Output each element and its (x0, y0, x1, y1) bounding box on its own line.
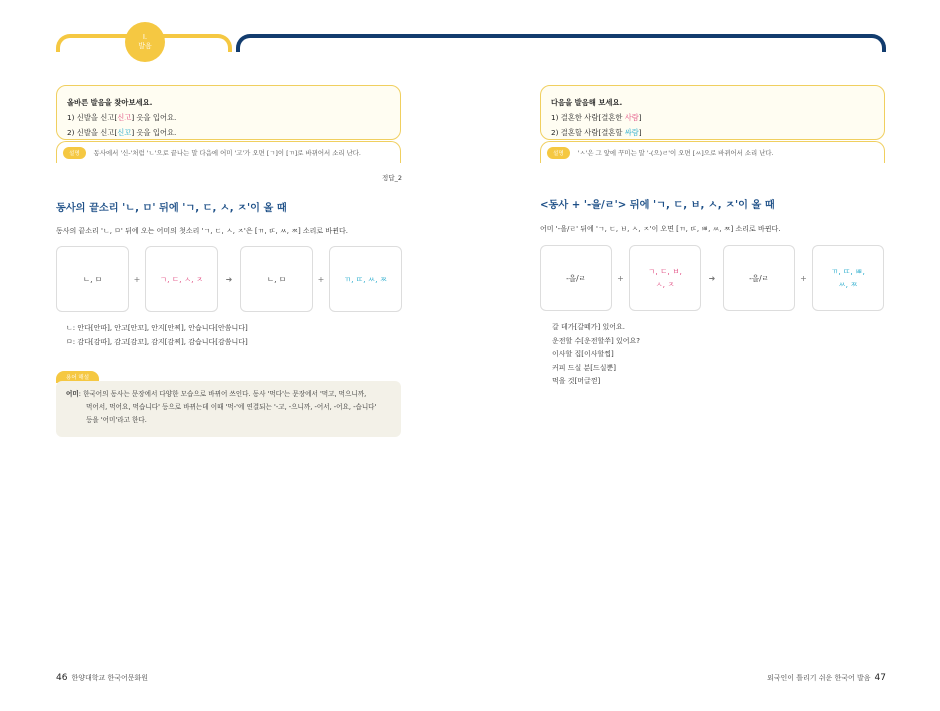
chapter-number: I. (142, 33, 148, 41)
left-section-title: 동사의 끝소리 'ㄴ, ㅁ' 뒤에 'ㄱ, ㄷ, ㅅ, ㅈ'이 올 때 (56, 203, 287, 214)
note-box (56, 381, 401, 437)
footer-right-text: 외국인이 틀리기 쉬운 한국어 발음 (766, 674, 871, 682)
footer-left (56, 673, 148, 683)
example-line: ㄴ: 안다[안따], 안고[안꼬], 안지[안찌], 안습니다[안씀니다] (66, 324, 248, 332)
example-line: 먹을 것[머글껃] (552, 377, 601, 385)
formula-box-tense-consonant: ㄲ, ㄸ, ㅃ, ㅆ, ㅉ (812, 245, 884, 311)
page-number-left: 46 (56, 673, 68, 683)
page-number-right: 47 (874, 673, 886, 683)
plus-icon: + (317, 274, 325, 284)
left-explain-box (56, 141, 401, 163)
right-quiz-line-1: 1) 결혼한 사람[결혼한 사람] (551, 113, 642, 122)
left-description: 동사의 끝소리 'ㄴ, ㅁ' 뒤에 오는 어미의 첫소리 'ㄱ, ㄷ, ㅅ, ㅈ'은 [ㄲ, ㄸ, ㅆ, ㅉ] 소리로 바뀐다. (56, 227, 348, 235)
plus-icon: + (800, 273, 807, 283)
left-explain-text: 동사에서 '신-'처럼 'ㄴ'으로 끝나는 말 다음에 어미 '고'가 오면 [ㄱ]이 [ㄲ]로 바뀌어서 소리 난다. (93, 149, 361, 157)
note-tag: 용어 해설 (56, 371, 99, 383)
formula-box-initial-consonant: ㄱ, ㄷ, ㅅ, ㅈ (145, 246, 218, 312)
formula-box-ending-result: -을/ㄹ (723, 245, 795, 311)
footer-right (767, 673, 886, 683)
arrow-right-icon: ➜ (708, 273, 716, 283)
note-line-1: 어미: 한국어의 동사는 문장에서 다양한 모습으로 바뀌어 쓰인다. 동사 '먹다'는 문장에서 '먹고, 먹으니까, (66, 390, 367, 398)
left-formula (56, 246, 402, 312)
arrow-right-icon: ➜ (225, 274, 233, 284)
chapter-badge (125, 22, 165, 62)
example-line: 갈 데가[갈떼가] 있어요. (552, 323, 625, 331)
right-section-title: <동사 + '-을/ㄹ'> 뒤에 'ㄱ, ㄷ, ㅂ, ㅅ, ㅈ'이 올 때 (540, 200, 775, 211)
right-explain-box (540, 141, 885, 163)
note-term: 어미 (66, 390, 79, 398)
header-bar-navy (236, 34, 886, 52)
example-line: 이사할 집[이사할찝] (552, 350, 614, 358)
right-quiz-box (540, 85, 885, 140)
right-formula (540, 245, 884, 311)
formula-box-final-consonant-result: ㄴ, ㅁ (240, 246, 313, 312)
left-quiz-title: 올바른 발음을 찾아보세요. (67, 98, 153, 107)
chapter-title: 발음 (138, 42, 152, 50)
left-quiz-line-1: 1) 신발을 신고[신고] 옷을 입어요. (67, 113, 177, 122)
right-quiz-line-2: 2) 결혼할 사람[결혼할 싸람] (551, 128, 642, 137)
example-line: ㅁ: 감다[감따], 감고[감꼬], 감지[감찌], 감습니다[감씀니다] (66, 337, 248, 346)
plus-icon: + (617, 273, 624, 283)
right-examples (552, 321, 640, 389)
note-line-3: 등을 '어미'라고 한다. (86, 416, 147, 424)
left-quiz-line-2: 2) 신발을 신고[신꼬] 옷을 입어요. (67, 128, 177, 137)
footer-left-text: 한양대학교 한국어문화원 (71, 674, 149, 682)
right-explain-tag: 설명 (547, 147, 570, 159)
formula-box-initial-consonant: ㄱ, ㄷ, ㅂ, ㅅ, ㅈ (629, 245, 701, 311)
note-line-2: 먹어서, 먹어요, 먹습니다' 등으로 바뀌는데 이때 '먹-'에 연결되는 '-고, -으니까, -어서, -어요, -습니다' (86, 403, 377, 411)
example-line: 커피 드실 분[드실뿐] (552, 363, 617, 372)
plus-icon: + (133, 274, 141, 284)
formula-box-final-consonant: ㄴ, ㅁ (56, 246, 129, 312)
left-explain-tag: 설명 (63, 147, 86, 159)
right-quiz-title: 다음을 발음해 보세요. (551, 98, 623, 107)
right-explain-text: 'ㅅ'은 그 앞에 꾸미는 말 '-(으)ㄹ'이 오면 [ㅆ]으로 바뀌어서 소리 난다. (577, 149, 774, 157)
left-quiz-box (56, 85, 401, 140)
answer-label: 정답_2 (382, 174, 402, 182)
example-line: 운전할 수[운전할쑤] 있어요? (552, 336, 641, 345)
formula-box-tense-consonant: ㄲ, ㄸ, ㅆ, ㅉ (329, 246, 402, 312)
right-description: 어미 '-을/ㄹ' 뒤에 'ㄱ, ㄷ, ㅂ, ㅅ, ㅈ'이 오면 [ㄲ, ㄸ, ㅃ, ㅆ, ㅉ] 소리로 바뀐다. (540, 225, 781, 233)
left-examples (66, 322, 248, 349)
formula-box-ending: -을/ㄹ (540, 245, 612, 311)
